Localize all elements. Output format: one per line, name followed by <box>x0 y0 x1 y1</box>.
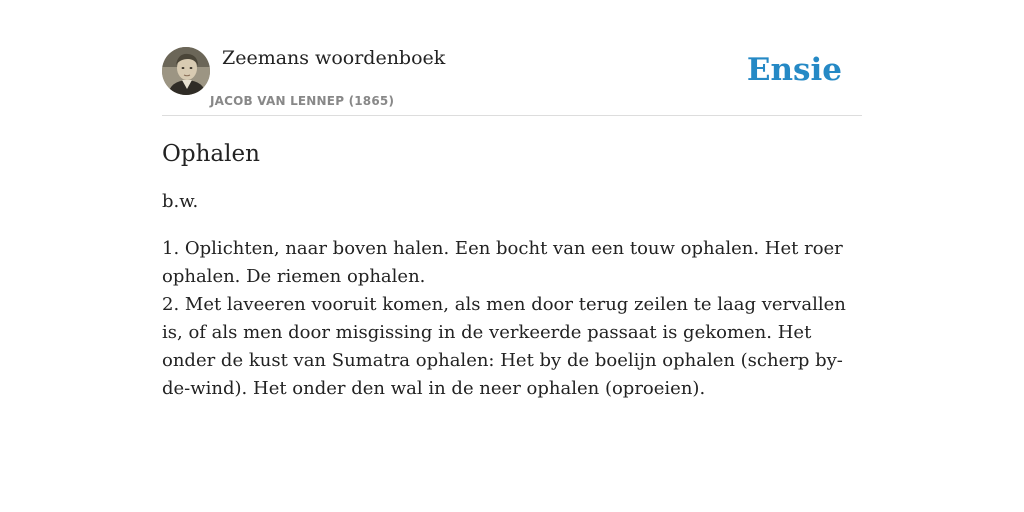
part-of-speech: b.w. <box>162 191 199 212</box>
author-portrait-icon <box>162 47 210 95</box>
ensie-logo[interactable]: Ensie <box>746 52 842 88</box>
definition-2: 2. Met laveeren vooruit komen, als men door terug zeilen te laag vervallen is, of als men door misgissing in de verkeerde passaat is gekomen. Het onder de kust van Sumatra ophalen: Het by de boelijn ophalen (scherp by-de-wind). Het onder den wal in de neer ophalen (oproeien). <box>162 294 846 399</box>
book-header <box>162 40 862 116</box>
headword: Ophalen <box>162 141 260 167</box>
definition-list <box>162 235 862 403</box>
author-avatar <box>162 47 210 95</box>
book-title[interactable]: Zeemans woordenboek <box>222 47 446 69</box>
entry-content <box>162 137 862 403</box>
definition-1: 1. Oplichten, naar boven halen. Een bocht van een touw ophalen. Het roer ophalen. De riemen ophalen. <box>162 238 843 287</box>
book-author[interactable]: JACOB VAN LENNEP (1865) <box>210 94 395 108</box>
